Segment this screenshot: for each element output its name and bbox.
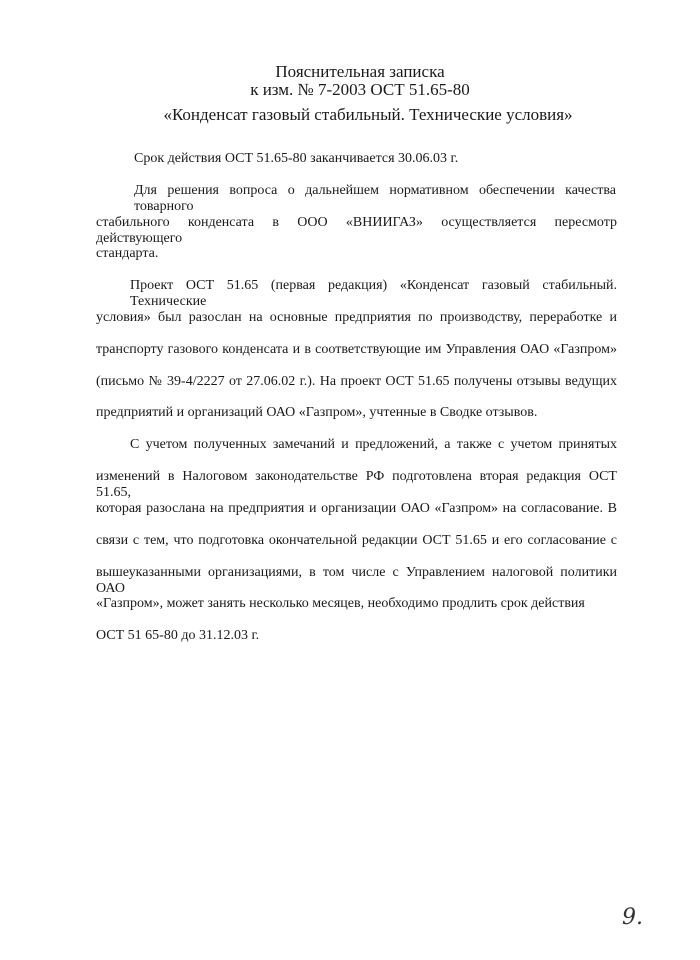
paragraph-3-line-4: (письмо № 39-4/2227 от 27.06.02 г.). На проект ОСТ 51.65 получены отзывы ведущих: [96, 374, 617, 389]
paragraph-1-line-1: Срок действия ОСТ 51.65-80 заканчивается 30.06.03 г.: [134, 151, 459, 166]
paragraph-4-line-1: С учетом полученных замечаний и предложений, а также с учетом принятых: [130, 437, 617, 452]
paragraph-2-line-3: стандарта.: [96, 246, 159, 261]
paragraph-4-line-7: ОСТ 51 65-80 до 31.12.03 г.: [96, 628, 260, 643]
page-number: 9.: [622, 905, 643, 930]
paragraph-4-line-6: «Газпром», может занять несколько месяцев, необходимо продлить срок действия: [96, 596, 585, 611]
paragraph-3-line-3: транспорту газового конденсата и в соответствующие им Управления ОАО «Газпром»: [96, 342, 617, 357]
paragraph-2-line-1: Для решения вопроса о дальнейшем нормативном обеспечении качества товарного: [134, 183, 616, 214]
document-standard-name: «Конденсат газовый стабильный. Технические условия»: [163, 105, 573, 124]
paragraph-4-line-5: вышеуказанными организациями, в том числе с Управлением налоговой политики ОАО: [96, 565, 617, 596]
paragraph-4-line-4: связи с тем, что подготовка окончательной редакции ОСТ 51.65 и его согласование с: [96, 533, 617, 548]
paragraph-3-line-5: предприятий и организаций ОАО «Газпром», учтенные в Сводке отзывов.: [96, 405, 538, 420]
paragraph-3-line-2: условия» был разослан на основные предприятия по производству, переработке и: [96, 310, 617, 325]
paragraph-4-line-3: которая разослана на предприятия и организации ОАО «Газпром» на согласование. В: [96, 501, 617, 516]
document-title: Пояснительная записка: [275, 62, 445, 81]
paragraph-2-line-2: стабильного конденсата в ООО «ВНИИГАЗ» осуществляется пересмотр действующего: [96, 215, 617, 246]
paragraph-3-line-1: Проект ОСТ 51.65 (первая редакция) «Конденсат газовый стабильный. Технические: [130, 278, 617, 309]
document-subtitle: к изм. № 7-2003 ОСТ 51.65-80: [250, 80, 470, 99]
paragraph-4-line-2: изменений в Налоговом законодательстве РФ подготовлена вторая редакция ОСТ 51.65,: [96, 469, 617, 500]
